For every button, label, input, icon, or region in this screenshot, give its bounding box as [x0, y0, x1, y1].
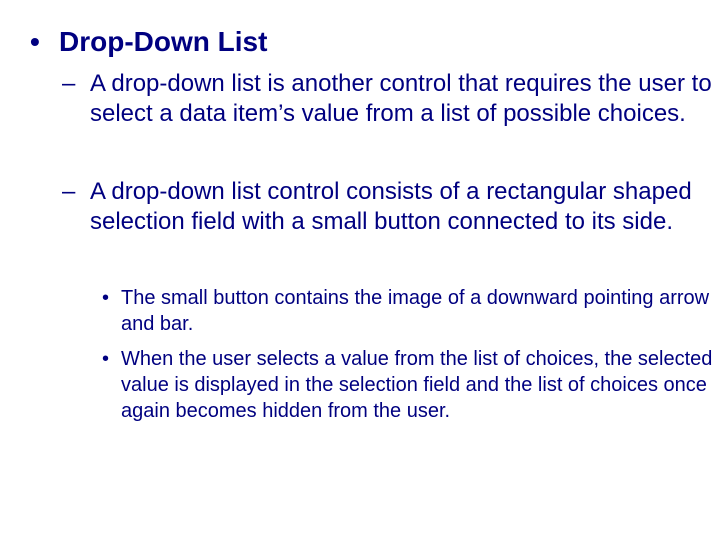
point-dash: –: [62, 70, 76, 97]
subpoint-text: The small button contains the image of a downward pointing arrow and bar.: [121, 287, 710, 335]
point-item: [62, 69, 712, 129]
subpoint-bullet: •: [102, 348, 110, 370]
subpoint-item: [102, 285, 714, 337]
subpoint-bullet: •: [102, 287, 110, 309]
point-item: [62, 177, 712, 237]
point-text: A drop-down list is another control that requires the user to select a data item’s value from a list of possible choices.: [90, 70, 712, 127]
heading-bullet: •: [30, 26, 40, 57]
subpoint-item: [102, 346, 714, 424]
point-dash: –: [62, 178, 76, 205]
heading-text: Drop-Down List: [59, 26, 268, 57]
subpoint-text: When the user selects a value from the list of choices, the selected value is displayed in the selection field and the list of choices once again becomes hidden from the user.: [121, 348, 713, 422]
point-text: A drop-down list control consists of a rectangular shaped selection field with a small button connected to its side.: [90, 178, 692, 235]
